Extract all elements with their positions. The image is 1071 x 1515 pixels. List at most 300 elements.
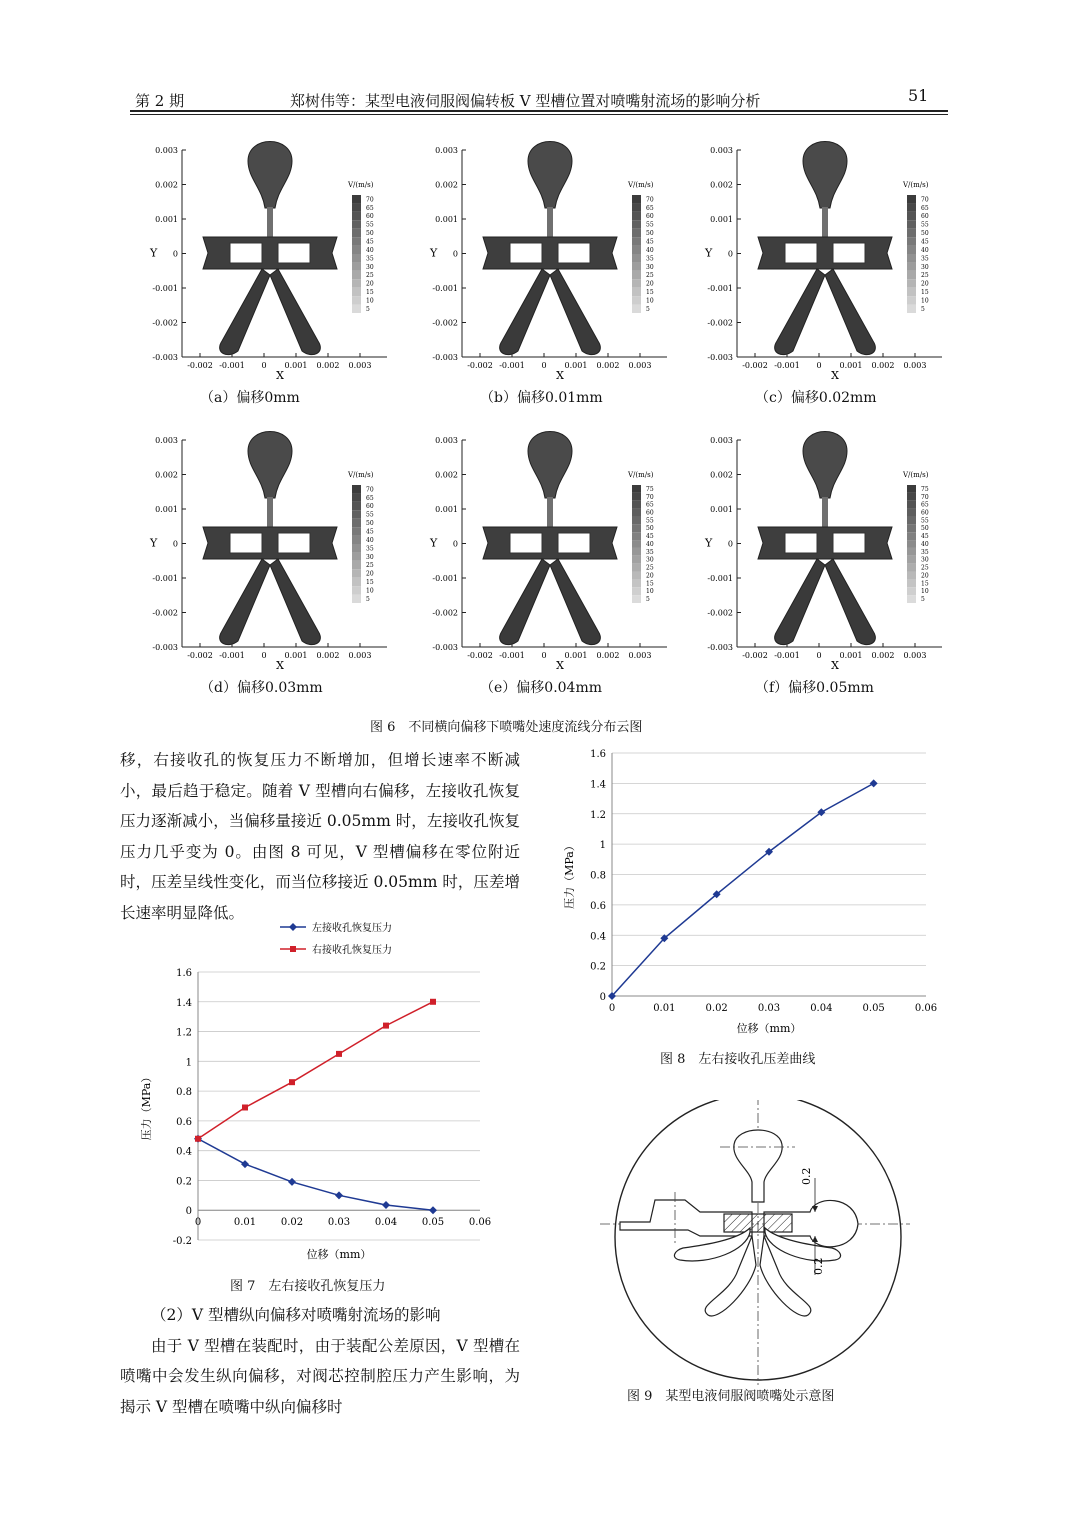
y-tick-label: -0.2 <box>172 1236 192 1247</box>
right-island <box>833 533 865 553</box>
legend-swatch <box>352 595 361 603</box>
legend-swatch <box>907 288 916 296</box>
x-tick-label: -0.001 <box>219 361 245 370</box>
x-tick-label: 0 <box>541 361 547 370</box>
legend-swatch <box>632 579 641 587</box>
legend-swatch <box>907 493 916 501</box>
x-tick-label: 0 <box>816 361 822 370</box>
legend-value: 35 <box>646 548 654 556</box>
legend-swatch <box>352 552 361 560</box>
legend-value: 20 <box>646 280 654 288</box>
legend-swatch <box>352 212 361 220</box>
y-tick-label: -0.002 <box>707 318 733 328</box>
legend-swatch <box>907 501 916 509</box>
data-point <box>430 999 436 1005</box>
legend-swatch <box>632 595 641 603</box>
legend-swatch <box>907 540 916 548</box>
x-tick-label: -0.002 <box>742 361 768 370</box>
nozzle-flow-field <box>758 142 892 355</box>
legend-swatch <box>352 288 361 296</box>
y-tick-label: -0.001 <box>707 284 733 293</box>
legend-value: 70 <box>921 493 929 501</box>
legend-title: V/(m/s) <box>348 471 374 479</box>
legend-value: 60 <box>921 213 929 221</box>
legend-value: 60 <box>646 509 654 517</box>
legend-value: 75 <box>646 485 654 493</box>
y-tick-label: 0 <box>172 249 178 259</box>
inlet-jet-region <box>248 142 292 209</box>
inlet-jet-region <box>528 142 572 209</box>
left-island <box>510 533 542 553</box>
legend-value: 65 <box>366 204 374 212</box>
journal-issue: 第 2 期 <box>135 92 185 110</box>
body-paragraph-2 <box>120 1300 520 1422</box>
legend-swatch <box>632 587 641 595</box>
legend-value: 45 <box>366 528 374 536</box>
x-tick-label: 0.002 <box>316 651 340 660</box>
legend-swatch <box>907 229 916 237</box>
legend-marker <box>289 923 297 931</box>
x-axis-label: X <box>831 369 839 382</box>
y-tick-label: 1 <box>185 1057 192 1069</box>
contour-plot <box>410 135 700 385</box>
x-tick-label: 0.001 <box>839 651 863 660</box>
legend-swatch <box>632 212 641 220</box>
legend-swatch <box>907 509 916 517</box>
x-tick-label: 0.001 <box>564 361 588 370</box>
legend-value: 60 <box>366 213 374 221</box>
legend-value: 5 <box>921 305 925 313</box>
left-island <box>510 243 542 263</box>
legend-title: V/(m/s) <box>903 181 929 189</box>
series-line <box>198 1139 433 1210</box>
receiver-cavity <box>758 527 892 559</box>
legend-swatch <box>352 561 361 569</box>
y-tick-label: 0.6 <box>590 900 606 912</box>
contour-plot <box>685 135 975 385</box>
legend-swatch <box>632 195 641 203</box>
legend-value: 10 <box>921 297 929 305</box>
legend-value: 50 <box>366 520 374 528</box>
inlet-jet-region <box>803 432 847 499</box>
legend-value: 60 <box>366 503 374 511</box>
legend-value: 55 <box>366 221 374 229</box>
legend-value: 15 <box>646 289 654 297</box>
data-point <box>336 1051 342 1057</box>
dimension-top-label: 0.2 <box>800 1167 813 1185</box>
receiver-cavity <box>203 527 337 559</box>
x-tick-label: 0.05 <box>862 1003 885 1014</box>
legend-swatch <box>632 548 641 556</box>
legend-swatch <box>352 586 361 594</box>
y-tick-label: -0.002 <box>432 318 458 328</box>
jet-channel <box>267 497 273 527</box>
contour-plot <box>130 425 420 675</box>
y-tick-label: 0.2 <box>590 961 606 973</box>
jet-channel <box>822 497 828 527</box>
x-axis-title: 位移（mm） <box>736 1022 802 1035</box>
legend-value: 30 <box>646 556 654 564</box>
contour-plot <box>130 135 420 385</box>
y-tick-label: 0.003 <box>155 146 178 155</box>
right-island <box>833 243 865 263</box>
legend-swatch <box>352 569 361 577</box>
legend-value: 5 <box>921 596 925 604</box>
y-tick-label: 0.003 <box>435 146 458 155</box>
x-tick-label: -0.002 <box>467 361 493 370</box>
legend-label: 右接收孔恢复压力 <box>312 945 392 956</box>
legend-swatch <box>632 532 641 540</box>
nozzle-inlet-bulb <box>734 1130 782 1202</box>
x-tick-label: 0.003 <box>903 361 927 370</box>
legend-value: 45 <box>921 533 929 541</box>
legend-swatch <box>632 516 641 524</box>
legend-swatch <box>632 288 641 296</box>
legend-swatch <box>632 564 641 572</box>
legend-value: 30 <box>921 263 929 271</box>
x-tick-label: -0.002 <box>187 361 213 370</box>
legend-swatch <box>352 220 361 228</box>
section-heading: （2）V 型槽纵向偏移对喷嘴射流场的影响 <box>151 1306 441 1324</box>
left-receiver-leg <box>220 559 270 645</box>
inlet-jet-region <box>803 142 847 209</box>
x-tick-label: 0.001 <box>284 361 308 370</box>
x-tick-label: -0.001 <box>499 651 525 660</box>
x-tick-label: 0.002 <box>871 361 895 370</box>
body-paragraph-1: 移，右接收孔的恢复压力不断增加，但增长速率不断减小，最后趋于稳定。随着 V 型槽向右偏移，左接收孔恢复压力逐渐减小，当偏移量接近 0.05mm 时，左接收孔恢复压力几乎变为 0。由图 8 可见，V 型槽偏移在零位附近时，压差呈线性变化，而当位移接近 0.05mm 时，压差增长速率明显降低。 <box>120 751 520 922</box>
contour-plot <box>410 425 700 675</box>
legend-swatch <box>632 246 641 254</box>
y-tick-label: -0.001 <box>152 284 178 293</box>
legend-value: 25 <box>921 272 929 280</box>
x-tick-label: 0.06 <box>468 1217 492 1229</box>
legend-swatch <box>632 305 641 313</box>
figure-7-caption: 图 7 左右接收孔恢复压力 <box>230 1279 386 1294</box>
data-point <box>870 779 878 787</box>
subfigure-caption: （a）偏移0mm <box>200 390 300 406</box>
y-tick-label: 0 <box>452 249 458 259</box>
legend-value: 60 <box>646 213 654 221</box>
nozzle-flow-field <box>203 432 337 645</box>
legend-swatch <box>352 229 361 237</box>
legend-value: 10 <box>921 588 929 596</box>
y-tick-label: 0.003 <box>155 436 178 445</box>
legend-swatch <box>352 305 361 313</box>
legend-swatch <box>632 485 641 493</box>
legend-value: 70 <box>646 493 654 501</box>
nozzle-flow-field <box>203 142 337 355</box>
legend-value: 50 <box>366 230 374 238</box>
legend-value: 40 <box>646 540 654 548</box>
legend-value: 25 <box>366 562 374 570</box>
legend-value: 15 <box>921 289 929 297</box>
receiver-cavity <box>203 237 337 269</box>
y-tick-label: 0.8 <box>176 1087 192 1099</box>
x-tick-label: 0.002 <box>596 361 620 370</box>
velocity-contour-panel <box>410 425 700 685</box>
y-tick-label: -0.001 <box>707 574 733 583</box>
x-tick-label: 0.002 <box>316 361 340 370</box>
x-tick-label: 0.02 <box>280 1217 304 1229</box>
legend-swatch <box>907 203 916 211</box>
x-axis-label: X <box>276 369 284 382</box>
y-tick-label: -0.001 <box>152 574 178 583</box>
x-axis-title: 位移（mm） <box>306 1248 372 1261</box>
legend-swatch <box>632 254 641 262</box>
y-tick-label: 0.002 <box>435 470 458 480</box>
legend-swatch <box>352 262 361 270</box>
legend-swatch <box>352 203 361 211</box>
figure-8-caption: 图 8 左右接收孔压差曲线 <box>660 1052 816 1067</box>
legend-title: V/(m/s) <box>628 181 654 189</box>
y-tick-label: -0.002 <box>152 608 178 618</box>
legend-swatch <box>907 564 916 572</box>
legend-swatch <box>352 237 361 245</box>
legend-value: 30 <box>366 263 374 271</box>
legend-swatch <box>352 510 361 518</box>
legend-value: 35 <box>646 255 654 263</box>
legend-value: 20 <box>646 572 654 580</box>
y-tick-label: 0.002 <box>435 180 458 190</box>
legend-swatch <box>907 305 916 313</box>
legend-value: 55 <box>366 511 374 519</box>
legend-swatch <box>907 532 916 540</box>
y-axis-title: 压力（MPa） <box>563 840 576 909</box>
jet-channel <box>267 207 273 237</box>
legend-swatch <box>352 246 361 254</box>
legend-swatch <box>352 254 361 262</box>
legend-value: 20 <box>366 280 374 288</box>
legend-value: 70 <box>646 196 654 204</box>
legend-value: 10 <box>366 297 374 305</box>
right-receiver-leg <box>825 559 875 645</box>
y-tick-label: 1.4 <box>590 779 606 791</box>
y-tick-label: 0.003 <box>710 146 733 155</box>
y-tick-label: 0.4 <box>590 931 606 943</box>
legend-title: V/(m/s) <box>903 471 929 479</box>
legend-value: 20 <box>921 280 929 288</box>
legend-value: 70 <box>366 196 374 204</box>
legend-swatch <box>352 536 361 544</box>
x-tick-label: 0 <box>194 1217 202 1229</box>
receiver-cavity <box>483 237 617 269</box>
legend-swatch <box>352 502 361 510</box>
y-tick-label: -0.003 <box>707 643 733 652</box>
y-axis-label: Y <box>430 246 438 260</box>
header-rule-thin <box>130 114 948 115</box>
data-point <box>289 1079 295 1085</box>
legend-value: 25 <box>646 564 654 572</box>
velocity-contour-panel <box>410 135 700 395</box>
legend-value: 5 <box>366 595 370 603</box>
right-island <box>278 533 310 553</box>
nozzle-flow-field <box>758 432 892 645</box>
legend-swatch <box>352 296 361 304</box>
legend-swatch <box>907 516 916 524</box>
legend-swatch <box>632 237 641 245</box>
right-receiver-leg <box>550 269 600 355</box>
legend-value: 35 <box>921 548 929 556</box>
y-tick-label: 0.002 <box>155 180 178 190</box>
legend-value: 55 <box>646 517 654 525</box>
y-tick-label: 0.001 <box>710 215 733 224</box>
legend-swatch <box>632 524 641 532</box>
legend-value: 55 <box>646 221 654 229</box>
legend-value: 15 <box>366 579 374 587</box>
x-tick-label: 0.003 <box>628 361 652 370</box>
left-receiver-leg <box>220 269 270 355</box>
legend-value: 5 <box>646 305 650 313</box>
y-axis-label: Y <box>150 536 158 550</box>
figure-8-chart <box>555 745 945 1040</box>
figure-9-caption: 图 9 某型电液伺服阀喷嘴处示意图 <box>627 1389 835 1404</box>
x-tick-label: -0.001 <box>219 651 245 660</box>
x-tick-label: 0 <box>261 651 267 660</box>
x-tick-label: 0.003 <box>628 651 652 660</box>
legend-swatch <box>907 254 916 262</box>
legend-swatch <box>907 246 916 254</box>
legend-value: 35 <box>921 255 929 263</box>
y-tick-label: 0.001 <box>435 505 458 514</box>
x-tick-label: 0.003 <box>348 651 372 660</box>
legend-value: 60 <box>921 509 929 517</box>
legend-swatch <box>907 195 916 203</box>
running-title: 郑树伟等：某型电液伺服阀偏转板 V 型槽位置对喷嘴射流场的影响分析 <box>290 92 761 110</box>
velocity-contour-panel <box>130 135 420 395</box>
legend-value: 10 <box>646 588 654 596</box>
legend-value: 65 <box>921 204 929 212</box>
receiver-cavity <box>483 527 617 559</box>
figure-6-caption: 图 6 不同横向偏移下喷嘴处速度流线分布云图 <box>370 720 643 735</box>
y-tick-label: 0.4 <box>176 1146 192 1158</box>
right-receiver-leg <box>825 269 875 355</box>
legend-swatch <box>632 203 641 211</box>
legend-swatch <box>907 548 916 556</box>
data-point <box>382 1201 390 1209</box>
y-tick-label: -0.003 <box>432 643 458 652</box>
y-tick-label: 0.001 <box>155 505 178 514</box>
legend-value: 40 <box>366 536 374 544</box>
legend-swatch <box>632 540 641 548</box>
y-tick-label: 0.003 <box>435 436 458 445</box>
y-tick-label: 0.001 <box>435 215 458 224</box>
x-tick-label: -0.001 <box>499 361 525 370</box>
y-tick-label: 1.6 <box>176 968 192 979</box>
y-tick-label: -0.002 <box>707 608 733 618</box>
y-tick-label: 1.6 <box>590 749 606 760</box>
y-axis-label: Y <box>705 536 713 550</box>
figure-7-chart <box>130 910 510 1270</box>
left-receiver-leg <box>500 559 550 645</box>
left-island <box>785 243 817 263</box>
right-receiver-leg <box>270 269 320 355</box>
y-tick-label: -0.001 <box>432 574 458 583</box>
data-point <box>242 1104 248 1110</box>
legend-swatch <box>352 485 361 493</box>
left-island <box>230 243 262 263</box>
y-tick-label: -0.002 <box>152 318 178 328</box>
right-receiver-leg <box>550 559 600 645</box>
data-point <box>195 1136 201 1142</box>
x-tick-label: 0.003 <box>903 651 927 660</box>
y-axis-label: Y <box>705 246 713 260</box>
figure-9-schematic <box>600 1100 930 1385</box>
legend-value: 70 <box>921 196 929 204</box>
y-tick-label: 0 <box>599 992 606 1003</box>
v-slot-hatched <box>724 1214 792 1232</box>
y-tick-label: 0 <box>727 539 733 549</box>
x-tick-label: -0.002 <box>742 651 768 660</box>
legend-swatch <box>352 544 361 552</box>
legend-value: 15 <box>921 580 929 588</box>
nozzle-flow-field <box>483 432 617 645</box>
x-tick-label: 0.002 <box>596 651 620 660</box>
header-rule <box>130 110 948 112</box>
y-tick-label: 1.2 <box>590 809 606 821</box>
x-tick-label: -0.002 <box>187 651 213 660</box>
legend-value: 65 <box>646 204 654 212</box>
x-tick-label: 0.003 <box>348 361 372 370</box>
legend-value: 50 <box>921 525 929 533</box>
legend-swatch <box>907 556 916 564</box>
legend-value: 5 <box>366 305 370 313</box>
left-receiver-leg <box>500 269 550 355</box>
x-tick-label: 0.03 <box>757 1003 781 1014</box>
legend-value: 55 <box>921 221 929 229</box>
x-tick-label: 0.001 <box>839 361 863 370</box>
legend-swatch <box>352 279 361 287</box>
y-tick-label: 1.4 <box>176 997 192 1009</box>
y-tick-label: 0.2 <box>176 1176 192 1188</box>
legend-swatch <box>632 279 641 287</box>
legend-value: 30 <box>366 553 374 561</box>
legend-value: 65 <box>921 501 929 509</box>
legend-value: 25 <box>646 272 654 280</box>
legend-value: 75 <box>921 485 929 493</box>
x-tick-label: 0.002 <box>871 651 895 660</box>
x-tick-label: 0 <box>541 651 547 660</box>
x-tick-label: 0.03 <box>327 1217 351 1229</box>
legend-swatch <box>907 262 916 270</box>
legend-value: 5 <box>646 596 650 604</box>
y-tick-label: 0.001 <box>710 505 733 514</box>
data-point <box>383 1023 389 1029</box>
legend-swatch <box>907 271 916 279</box>
x-tick-label: 0.04 <box>374 1217 398 1229</box>
y-tick-label: 0.002 <box>155 470 178 480</box>
x-tick-label: -0.001 <box>774 361 800 370</box>
y-tick-label: 0 <box>727 249 733 259</box>
legend-swatch <box>907 485 916 493</box>
legend-swatch <box>907 296 916 304</box>
x-tick-label: 0 <box>261 361 267 370</box>
y-tick-label: 0.8 <box>590 870 606 882</box>
inlet-jet-region <box>248 432 292 499</box>
left-island <box>785 533 817 553</box>
subfigure-caption: （b）偏移0.01mm <box>480 390 603 406</box>
legend-swatch <box>907 524 916 532</box>
data-point <box>429 1206 437 1214</box>
jet-channel <box>822 207 828 237</box>
subfigure-caption: （e）偏移0.04mm <box>480 680 603 696</box>
legend-swatch <box>352 271 361 279</box>
legend-value: 10 <box>366 587 374 595</box>
legend-value: 65 <box>366 494 374 502</box>
receiver-cavity <box>758 237 892 269</box>
legend-value: 50 <box>646 525 654 533</box>
velocity-contour-panel <box>685 425 975 685</box>
jet-channel <box>547 207 553 237</box>
